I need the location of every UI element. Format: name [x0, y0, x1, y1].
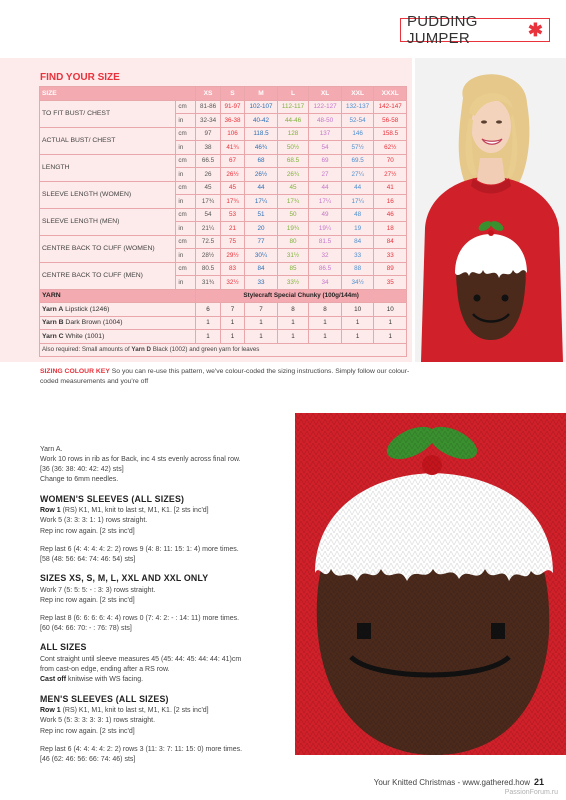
unit-cell: in — [176, 141, 196, 155]
yarn-desc: Dark Brown (1004) — [63, 319, 123, 327]
value-cell: 54 — [196, 208, 220, 222]
value-cell: 27¼ — [341, 168, 374, 182]
mens-line: Rep inc row again. [2 sts inc'd] — [40, 727, 135, 735]
value-cell: 29½ — [220, 249, 244, 263]
value-cell: 67 — [220, 154, 244, 168]
footer-text: Your Knitted Christmas - www.gathered.how — [373, 778, 530, 787]
value-cell: 26½ — [220, 168, 244, 182]
unit-cell: in — [176, 249, 196, 263]
womens-line: Work 5 (3: 3: 3: 1: 1) rows straight. — [40, 517, 148, 525]
unit-cell: cm — [176, 262, 196, 276]
intro-line: [36 (36: 38: 40: 42: 42) sts] — [40, 466, 124, 474]
value-cell: 27 — [309, 168, 342, 182]
yarn-qty-cell: 1 — [309, 316, 342, 330]
value-cell: 84 — [341, 235, 374, 249]
value-cell: 48 — [341, 208, 374, 222]
value-cell: 26½ — [245, 168, 278, 182]
value-cell: 62½ — [374, 141, 407, 155]
value-cell: 36-38 — [220, 114, 244, 128]
value-cell: 54 — [309, 141, 342, 155]
value-cell: 44-46 — [277, 114, 308, 128]
yarn-qty-cell: 1 — [245, 330, 278, 344]
value-cell: 69 — [309, 154, 342, 168]
all-line: from cast-on edge, ending after a RS row. — [40, 666, 170, 674]
sizes-line: [60 (64: 66: 70: - : 76: 78) sts] — [40, 625, 132, 633]
yarn-qty-cell: 1 — [309, 330, 342, 344]
value-cell: 112-117 — [277, 100, 308, 114]
unit-cell: cm — [176, 208, 196, 222]
model-photo — [415, 58, 566, 362]
pattern-instructions — [40, 445, 290, 765]
value-cell: 48-50 — [309, 114, 342, 128]
sizes-line: Rep inc row again. [2 sts inc'd] — [40, 596, 135, 604]
value-cell: 91-97 — [220, 100, 244, 114]
value-cell: 32½ — [220, 276, 244, 290]
value-cell: 102-107 — [245, 100, 278, 114]
yarn-qty-cell: 1 — [196, 316, 220, 330]
value-cell: 50 — [277, 208, 308, 222]
yarn-name-cell — [40, 316, 196, 330]
size-label: SIZE — [40, 87, 196, 101]
unit-cell: cm — [176, 235, 196, 249]
value-cell: 19¼ — [309, 222, 342, 236]
all-sizes-heading: ALL SIZES — [40, 642, 87, 653]
value-cell: 89 — [374, 262, 407, 276]
watermark: PassionForum.ru — [504, 789, 558, 796]
value-cell: 17¼ — [309, 195, 342, 209]
value-cell: 68.5 — [277, 154, 308, 168]
size-table — [39, 86, 407, 357]
value-cell: 44 — [341, 181, 374, 195]
value-cell: 17¼ — [341, 195, 374, 209]
value-cell: 46¾ — [245, 141, 278, 155]
mens-line: Rep last 6 (4: 4: 4: 4: 2: 2) rows 3 (11: 3: 7: 11: 15: 0) more times. — [40, 745, 243, 753]
value-cell: 81.5 — [309, 235, 342, 249]
value-cell: 142-147 — [374, 100, 407, 114]
yarn-header-row — [40, 289, 407, 303]
value-cell: 56-58 — [374, 114, 407, 128]
value-cell: 44 — [309, 181, 342, 195]
measurement-label: SLEEVE LENGTH (WOMEN) — [40, 181, 176, 208]
also-required-row — [40, 343, 407, 357]
yarn-qty-cell: 7 — [245, 303, 278, 317]
sizes-line: Rep last 8 (6: 6: 6: 6: 4: 4) rows 0 (7: 4: 2: - : 14: 11) more times. — [40, 615, 240, 623]
yarn-qty-cell: 1 — [374, 330, 407, 344]
measurement-label: CENTRE BACK TO CUFF (WOMEN) — [40, 235, 176, 262]
value-cell: 70 — [374, 154, 407, 168]
yarn-label: YARN — [40, 289, 196, 303]
value-cell: 32 — [309, 249, 342, 263]
yarn-qty-cell: 1 — [374, 316, 407, 330]
size-header-cell: XXXL — [374, 87, 407, 101]
value-cell: 81-86 — [196, 100, 220, 114]
mens-line: Work 5 (5: 3: 3: 3: 3: 1) rows straight. — [40, 717, 156, 725]
measurement-row — [40, 127, 407, 141]
value-cell: 53 — [220, 208, 244, 222]
value-cell: 84 — [374, 235, 407, 249]
yarn-qty-cell: 1 — [277, 330, 308, 344]
intro-line: Yarn A. — [40, 446, 63, 453]
value-cell: 34 — [309, 276, 342, 290]
size-header-cell: XXL — [341, 87, 374, 101]
value-cell: 40-42 — [245, 114, 278, 128]
all-line: Cont straight until sleeve measures 45 (45: 44: 45: 44: 44: 41)cm — [40, 656, 242, 664]
unit-cell: cm — [176, 127, 196, 141]
unit-cell: cm — [176, 181, 196, 195]
yarn-qty-cell: 1 — [341, 330, 374, 344]
yarn-qty-cell: 1 — [245, 316, 278, 330]
knit-closeup-photo — [295, 413, 566, 755]
value-cell: 97 — [196, 127, 220, 141]
article-title-tag — [400, 13, 550, 47]
value-cell: 45 — [196, 181, 220, 195]
yarn-brand: Stylecraft Special Chunky (100g/144m) — [196, 289, 407, 303]
value-cell: 32-34 — [196, 114, 220, 128]
value-cell: 27½ — [374, 168, 407, 182]
cast-off-line: Cast off knitwise with WS facing. — [40, 676, 144, 684]
measurement-label: SLEEVE LENGTH (MEN) — [40, 208, 176, 235]
sizes-line: Work 7 (5: 5: 5: - : 3: 3) rows straight. — [40, 586, 156, 594]
size-header-row — [40, 87, 407, 101]
measurement-row — [40, 154, 407, 168]
mens-row1: Row 1 (RS) K1, M1, knit to last st, M1, K1. [2 sts inc'd] — [40, 707, 209, 715]
yarn-row — [40, 303, 407, 317]
sizing-colour-key — [40, 367, 410, 387]
mens-sleeves-heading: MEN'S SLEEVES (ALL SIZES) — [40, 693, 169, 704]
yarn-name: Yarn B — [42, 319, 64, 327]
womens-row1: Row 1 (RS) K1, M1, knit to last st, M1, K1. [2 sts inc'd] — [40, 507, 209, 515]
value-cell: 26 — [196, 168, 220, 182]
value-cell: 86.5 — [309, 262, 342, 276]
value-cell: 33½ — [277, 276, 308, 290]
value-cell: 44 — [245, 181, 278, 195]
value-cell: 45 — [277, 181, 308, 195]
size-panel — [0, 58, 412, 362]
value-cell: 80 — [277, 235, 308, 249]
unit-cell: in — [176, 222, 196, 236]
value-cell: 51 — [245, 208, 278, 222]
value-cell: 122-127 — [309, 100, 342, 114]
womens-sleeves-heading: WOMEN'S SLEEVES (ALL SIZES) — [40, 493, 185, 504]
unit-cell: in — [176, 195, 196, 209]
yarn-name: Yarn A — [42, 305, 64, 313]
womens-line: Rep last 6 (4: 4: 4: 4: 2: 2) rows 9 (4: 8: 11: 15: 1: 4) more times. — [40, 545, 239, 553]
value-cell: 52-54 — [341, 114, 374, 128]
measurement-label: ACTUAL BUST/ CHEST — [40, 127, 176, 154]
value-cell: 68 — [245, 154, 278, 168]
yarn-qty-cell: 1 — [277, 316, 308, 330]
page-number: 21 — [533, 777, 544, 787]
yarn-qty-cell: 6 — [196, 303, 220, 317]
value-cell: 20 — [245, 222, 278, 236]
womens-line: Rep inc row again. [2 sts inc'd] — [40, 527, 135, 535]
value-cell: 19¾ — [277, 222, 308, 236]
intro-line: Work 10 rows in rib as for Back, inc 4 sts evenly across final row. — [40, 456, 241, 464]
yarn-qty-cell: 8 — [309, 303, 342, 317]
value-cell: 132-137 — [341, 100, 374, 114]
value-cell: 17¼ — [245, 195, 278, 209]
yarn-qty-cell: 1 — [220, 316, 244, 330]
measurement-label: LENGTH — [40, 154, 176, 181]
value-cell: 46 — [374, 208, 407, 222]
unit-cell: cm — [176, 154, 196, 168]
yarn-desc: Lipstick (1246) — [63, 305, 110, 313]
colour-key-heading: SIZING COLOUR KEY — [40, 368, 110, 375]
yarn-name-cell — [40, 330, 196, 344]
value-cell: 80.5 — [196, 262, 220, 276]
value-cell: 146 — [341, 127, 374, 141]
value-cell: 88 — [341, 262, 374, 276]
value-cell: 18 — [374, 222, 407, 236]
measurement-label: CENTRE BACK TO CUFF (MEN) — [40, 262, 176, 289]
value-cell: 57½ — [341, 141, 374, 155]
value-cell: 158.5 — [374, 127, 407, 141]
value-cell: 30¼ — [245, 249, 278, 263]
size-header-cell: S — [220, 87, 244, 101]
value-cell: 83 — [220, 262, 244, 276]
value-cell: 33 — [374, 249, 407, 263]
value-cell: 128 — [277, 127, 308, 141]
value-cell: 72.5 — [196, 235, 220, 249]
yarn-qty-cell: 8 — [277, 303, 308, 317]
yarn-qty-cell: 10 — [341, 303, 374, 317]
find-your-size-heading: FIND YOUR SIZE — [40, 72, 120, 83]
value-cell: 17¾ — [196, 195, 220, 209]
row1-label: Row 1 — [40, 507, 61, 515]
mens-line: [46 (62: 46: 56: 66: 74: 46) sts] — [40, 755, 136, 763]
size-header-cell: L — [277, 87, 308, 101]
unit-cell: cm — [176, 100, 196, 114]
value-cell: 84 — [245, 262, 278, 276]
measurement-row — [40, 100, 407, 114]
intro-line: Change to 6mm needles. — [40, 476, 119, 484]
value-cell: 17¾ — [220, 195, 244, 209]
size-header-cell: XL — [309, 87, 342, 101]
measurement-label: TO FIT BUST/ CHEST — [40, 100, 176, 127]
value-cell: 33 — [245, 276, 278, 290]
value-cell: 34½ — [341, 276, 374, 290]
yarn-qty-cell: 1 — [341, 316, 374, 330]
womens-line: [58 (48: 56: 64: 74: 46: 54) sts] — [40, 555, 136, 563]
also-required-cell: Also required: Small amounts of Yarn D Black (1002) and green yarn for leaves — [40, 343, 407, 357]
yarn-row — [40, 316, 407, 330]
measurement-row — [40, 262, 407, 276]
value-cell: 21 — [220, 222, 244, 236]
size-header-cell: XS — [196, 87, 220, 101]
value-cell: 45 — [220, 181, 244, 195]
measurement-row — [40, 181, 407, 195]
value-cell: 75 — [220, 235, 244, 249]
size-header-cell: M — [245, 87, 278, 101]
value-cell: 69.5 — [341, 154, 374, 168]
value-cell: 41 — [374, 181, 407, 195]
value-cell: 137 — [309, 127, 342, 141]
yarn-name-cell — [40, 303, 196, 317]
unit-cell: in — [176, 114, 196, 128]
value-cell: 19 — [341, 222, 374, 236]
yarn-qty-cell: 1 — [220, 330, 244, 344]
value-cell: 49 — [309, 208, 342, 222]
value-cell: 17¾ — [277, 195, 308, 209]
value-cell: 35 — [374, 276, 407, 290]
yarn-qty-cell: 7 — [220, 303, 244, 317]
yarn-desc: White (1001) — [63, 332, 105, 340]
value-cell: 50½ — [277, 141, 308, 155]
measurement-row — [40, 208, 407, 222]
page-footer — [374, 777, 544, 787]
value-cell: 106 — [220, 127, 244, 141]
yarn-name: Yarn C — [42, 332, 64, 340]
value-cell: 21¼ — [196, 222, 220, 236]
value-cell: 33 — [341, 249, 374, 263]
value-cell: 118.5 — [245, 127, 278, 141]
asterisk-icon: ✱ — [527, 20, 543, 40]
article-title: PUDDING JUMPER — [407, 13, 478, 47]
value-cell: 26¾ — [277, 168, 308, 182]
value-cell: 28½ — [196, 249, 220, 263]
yarn-qty-cell: 10 — [374, 303, 407, 317]
colour-key-text: So you can re-use this pattern, we've colour-coded the sizing instructions. Simply follow our colour-coded measurements and you're off — [40, 368, 410, 385]
yarn-qty-cell: 1 — [196, 330, 220, 344]
measurement-row — [40, 235, 407, 249]
value-cell: 41¾ — [220, 141, 244, 155]
unit-cell: in — [176, 276, 196, 290]
unit-cell: in — [176, 168, 196, 182]
value-cell: 16 — [374, 195, 407, 209]
sizes-heading: SIZES XS, S, M, L, XXL AND XXL ONLY — [40, 573, 209, 584]
yarn-row — [40, 330, 407, 344]
value-cell: 31¾ — [196, 276, 220, 290]
value-cell: 31½ — [277, 249, 308, 263]
value-cell: 77 — [245, 235, 278, 249]
value-cell: 85 — [277, 262, 308, 276]
value-cell: 38 — [196, 141, 220, 155]
value-cell: 66.5 — [196, 154, 220, 168]
